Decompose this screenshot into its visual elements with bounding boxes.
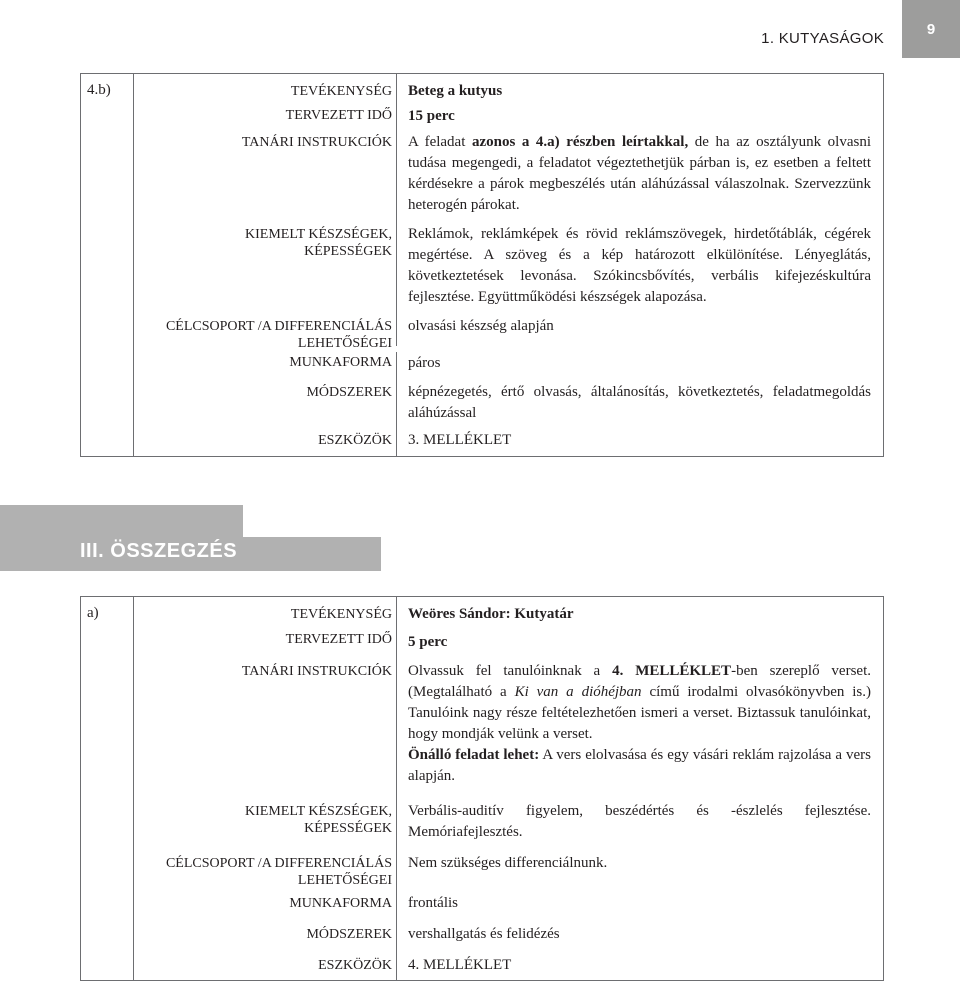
row-tools-2 [134, 951, 883, 980]
label-activity: TEVÉKENYSÉG [290, 84, 392, 99]
row-activity-2 [134, 597, 883, 625]
label-activity-2: TEVÉKENYSÉG [290, 607, 392, 622]
label-skills-2 [134, 797, 396, 851]
lesson-plan-table-4b [80, 73, 884, 457]
instr2-text-7: A vers elolvasása és egy vásári reklám rajzolása a vers alapján. [408, 747, 871, 784]
label-instructions-2: TANÁRI INSTRUKCIÓK [241, 664, 392, 679]
label-skills2-2: KÉPESSÉGEK [304, 821, 392, 836]
instr-text-3: de ha az osztályunk olvasni tudása megengedi, a feladatot végeztethetjük párban is, ez esetben a feltett kérdésekre a párok megbeszélés után aláhúzással válaszolnak. Szervezzünk heterogén párokat. [408, 134, 872, 213]
row-time [134, 102, 883, 130]
value-instructions-2 [396, 657, 883, 797]
label-skills-2: KÉPESSÉGEK [304, 244, 392, 259]
label-target-2 [134, 851, 396, 891]
value-instructions [396, 130, 883, 222]
label-target2-1: CÉLCSOPORT /A DIFFERENCIÁLÁS [165, 856, 392, 871]
value-time-2 [396, 625, 883, 657]
value-workform: páros [396, 352, 883, 380]
label-target-2: LEHETŐSÉGEI [297, 336, 392, 351]
task-id-label-2: a) [87, 605, 99, 621]
label-target2-2: LEHETŐSÉGEI [297, 873, 392, 888]
row-workform [134, 352, 883, 380]
label-methods: MÓDSZEREK [306, 385, 392, 400]
value-target-2: Nem szükséges differenciálnunk. [396, 851, 883, 891]
chapter-title: 1. KUTYASÁGOK [761, 30, 884, 47]
label-methods-2: MÓDSZEREK [306, 927, 392, 942]
label-time: TERVEZETT IDŐ [285, 108, 392, 123]
instr2-text-1: Olvassuk fel tanulóinknak a [408, 663, 613, 679]
label-time-2: TERVEZETT IDŐ [285, 632, 392, 647]
page-number-tab [902, 0, 960, 58]
activity-title-2: Weöres Sándor: Kutyatár [408, 606, 574, 622]
row-workform-2 [134, 891, 883, 920]
label-instructions: TANÁRI INSTRUKCIÓK [241, 135, 392, 150]
row-instructions [134, 130, 883, 222]
row-target [134, 314, 883, 352]
row-target-2 [134, 851, 883, 891]
activity-title: Beteg a kutyus [408, 83, 503, 99]
label-tools: ESZKÖZÖK [318, 433, 392, 448]
label-target-1: CÉLCSOPORT /A DIFFERENCIÁLÁS [165, 319, 392, 334]
value-activity-2 [396, 597, 883, 625]
label-skills-1: KIEMELT KÉSZSÉGEK, [245, 227, 392, 242]
instr2-book-title: Ki van a dióhéjban [514, 684, 642, 700]
value-workform-2: frontális [396, 891, 883, 920]
label-tools-2: ESZKÖZÖK [318, 958, 392, 973]
label-workform: MUNKAFORMA [289, 355, 392, 370]
task-id-label: 4.b) [87, 82, 111, 98]
instr2-text-2: 4. MELLÉKLET [612, 663, 732, 679]
value-target: olvasási készség alapján [396, 314, 883, 346]
label-workform-2: MUNKAFORMA [289, 896, 392, 911]
value-methods-2: vershallgatás és felidézés [396, 920, 883, 951]
label-skills [134, 222, 396, 314]
row-skills [134, 222, 883, 314]
row-skills-2 [134, 797, 883, 851]
page-number: 9 [926, 20, 936, 38]
value-methods: képnézegetés, értő olvasás, általánosítás, következtetés, feladatmegoldás aláhúzással [396, 380, 883, 428]
lesson-plan-table-a [80, 596, 884, 981]
row-instructions-2 [134, 657, 883, 797]
value-skills-2: Verbális-auditív figyelem, beszédértés és -észlelés fejlesztése. Memóriafejlesztés. [396, 797, 883, 851]
row-activity [134, 74, 883, 102]
instr2-text-3: -ben szereplő verset. (Megtalálható a [408, 663, 871, 700]
value-tools: 3. MELLÉKLET [396, 428, 883, 456]
row-methods [134, 380, 883, 428]
time-value: 15 perc [408, 108, 455, 124]
label-target [134, 314, 396, 352]
value-activity [396, 74, 883, 102]
value-time [396, 102, 883, 130]
section-title: III. ÖSSZEGZÉS [80, 540, 238, 562]
section-band-top [0, 505, 243, 539]
instr-text-1: A feladat [408, 134, 472, 150]
task-id-2 [81, 597, 134, 981]
label-skills2-1: KIEMELT KÉSZSÉGEK, [245, 804, 392, 819]
instr2-text-5: című irodalmi olvasókönyvben is.) Tanulóink nagy része feltételezhetően ismeri a verset. Biztassuk tanulóinkat, hogy mondják velünk a verset. [408, 684, 871, 742]
row-methods-2 [134, 920, 883, 951]
row-time-2 [134, 625, 883, 657]
instr2-text-6: Önálló feladat lehet: [408, 747, 540, 763]
time-value-2: 5 perc [408, 634, 448, 650]
value-tools-2: 4. MELLÉKLET [396, 951, 883, 980]
instr-text-2: azonos a 4.a) részben leírtakkal, [471, 134, 689, 150]
row-tools [134, 428, 883, 456]
task-id [81, 74, 134, 457]
value-skills: Reklámok, reklámképek és rövid reklámszövegek, hirdetőtáblák, cégérek megértése. A szöveg és a kép határozott elkülönítése. Lényeglátás, következtetések levonása. Szókincsbővítés, verbális kifejezéskultúra fejlesztése. Együttműködési készségek alapozása. [396, 222, 883, 314]
